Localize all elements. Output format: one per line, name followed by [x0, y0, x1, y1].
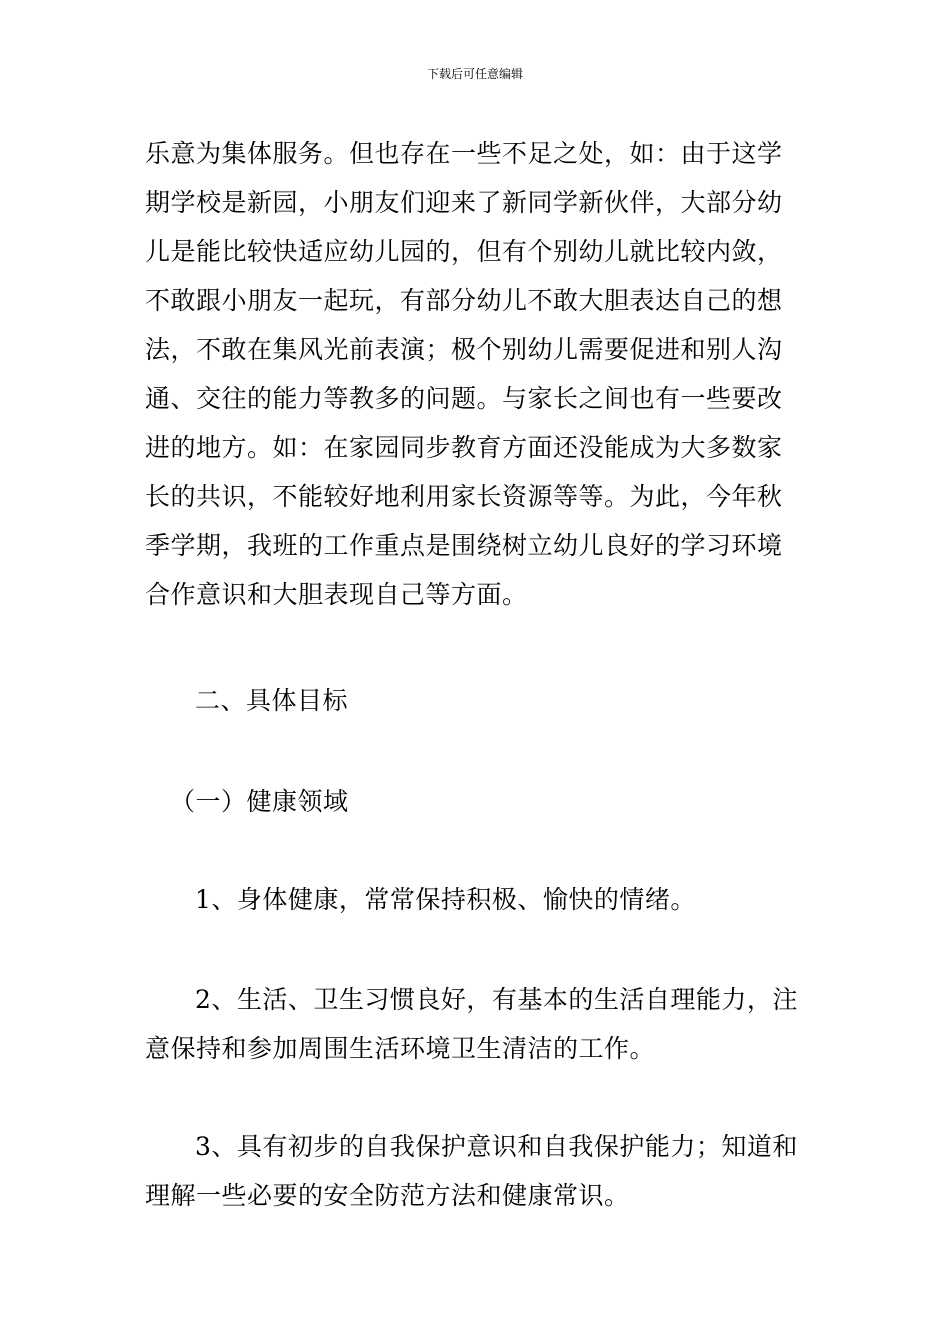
- paragraph-line: 长的共识，不能较好地利用家长资源等等。为此，今年秋: [145, 482, 783, 511]
- goal-item-2: [145, 975, 807, 1073]
- goal-item-3: [145, 1122, 807, 1220]
- item-line: 3、具有初步的自我保护意识和自我保护能力；知道和: [195, 1132, 798, 1161]
- intro-paragraph: [145, 129, 807, 619]
- item-line: 意保持和参加周围生活环境卫生清洁的工作。: [145, 1034, 656, 1063]
- paragraph-line: 儿是能比较快适应幼儿园的，但有个别幼儿就比较内敛，: [145, 237, 783, 266]
- item-line: 1、身体健康，常常保持积极、愉快的情绪。: [195, 885, 696, 914]
- paragraph-line: 季学期，我班的工作重点是围绕树立幼儿良好的学习环境: [145, 531, 783, 560]
- paragraph-line: 不敢跟小朋友一起玩，有部分幼儿不敢大胆表达自己的想: [145, 286, 783, 315]
- item-line: 理解一些必要的安全防范方法和健康常识。: [145, 1181, 630, 1210]
- paragraph-line: 乐意为集体服务。但也存在一些不足之处，如：由于这学: [145, 139, 783, 168]
- paragraph-line: 法，不敢在集风光前表演；极个别幼儿需要促进和别人沟: [145, 335, 783, 364]
- paragraph-line: 合作意识和大胆表现自己等方面。: [145, 580, 528, 609]
- page-header: 下载后可任意编辑: [426, 67, 523, 81]
- paragraph-line: 进的地方。如：在家园同步教育方面还没能成为大多数家: [145, 433, 783, 462]
- section-heading-goals: [195, 676, 857, 725]
- paragraph-line: 期学校是新园，小朋友们迎来了新同学新伙伴，大部分幼: [145, 188, 783, 217]
- heading-text: （一）健康领域: [170, 787, 349, 816]
- goal-item-1: [195, 875, 857, 924]
- item-line: 2、生活、卫生习惯良好，有基本的生活自理能力，注: [195, 985, 798, 1014]
- heading-text: 二、具体目标: [195, 686, 349, 715]
- paragraph-line: 通、交往的能力等教多的问题。与家长之间也有一些要改: [145, 384, 783, 413]
- subsection-heading-health: [170, 777, 832, 826]
